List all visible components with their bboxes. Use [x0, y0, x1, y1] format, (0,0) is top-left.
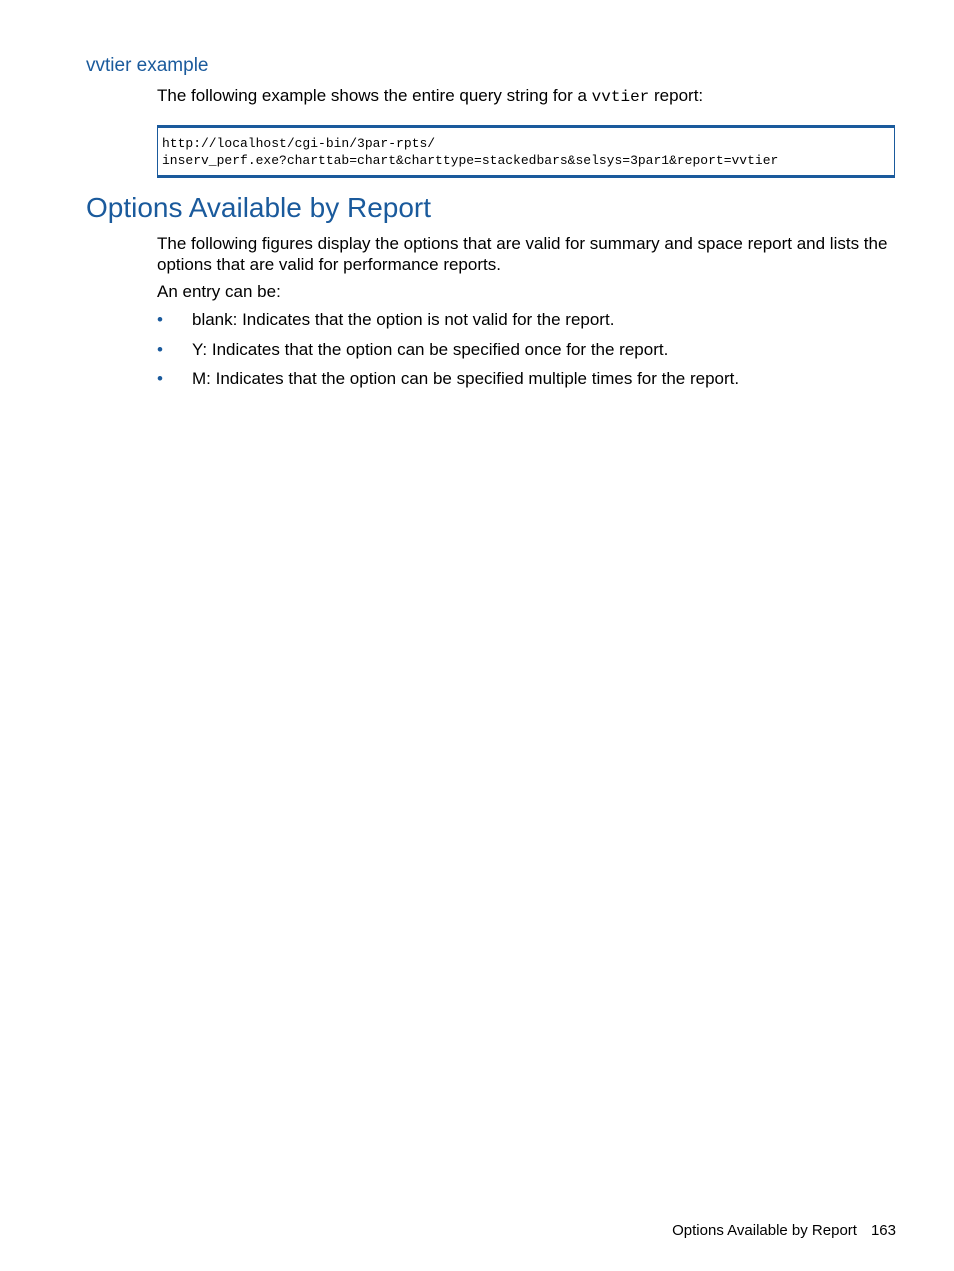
inline-code: vvtier: [591, 88, 650, 106]
paragraph: An entry can be:: [157, 282, 281, 301]
code-line: http://localhost/cgi-bin/3par-rpts/: [162, 136, 436, 151]
paragraph-line: The following figures display the options that are valid for summary and space report and lists the: [157, 234, 888, 253]
bullet-icon: •: [157, 339, 163, 359]
page-footer: [672, 1222, 896, 1239]
bullet-icon: •: [157, 369, 163, 388]
list-item-text: M: Indicates that the option can be specified multiple times for the report.: [192, 369, 740, 388]
subsection-heading: vvtier example: [86, 55, 209, 76]
example-intro: [157, 85, 703, 108]
page-number: 163: [870, 1222, 896, 1239]
example-intro-text: The following example shows the entire query string for a: [157, 86, 592, 105]
section-title: Options Available by Report: [86, 192, 432, 223]
bullet-icon: •: [157, 310, 163, 329]
example-intro-text-end: report:: [649, 86, 704, 105]
list-item-text: Y: Indicates that the option can be specified once for the report.: [192, 339, 669, 359]
paragraph-line: options that are valid for performance reports.: [157, 255, 501, 274]
code-line: inserv_perf.exe?charttab=chart&charttype=stackedbars&selsys=3par1&report=vvtier: [162, 153, 779, 168]
footer-title: Options Available by Report: [672, 1222, 857, 1239]
code-block: [157, 125, 895, 178]
list-item-text: blank: Indicates that the option is not valid for the report.: [192, 310, 615, 329]
